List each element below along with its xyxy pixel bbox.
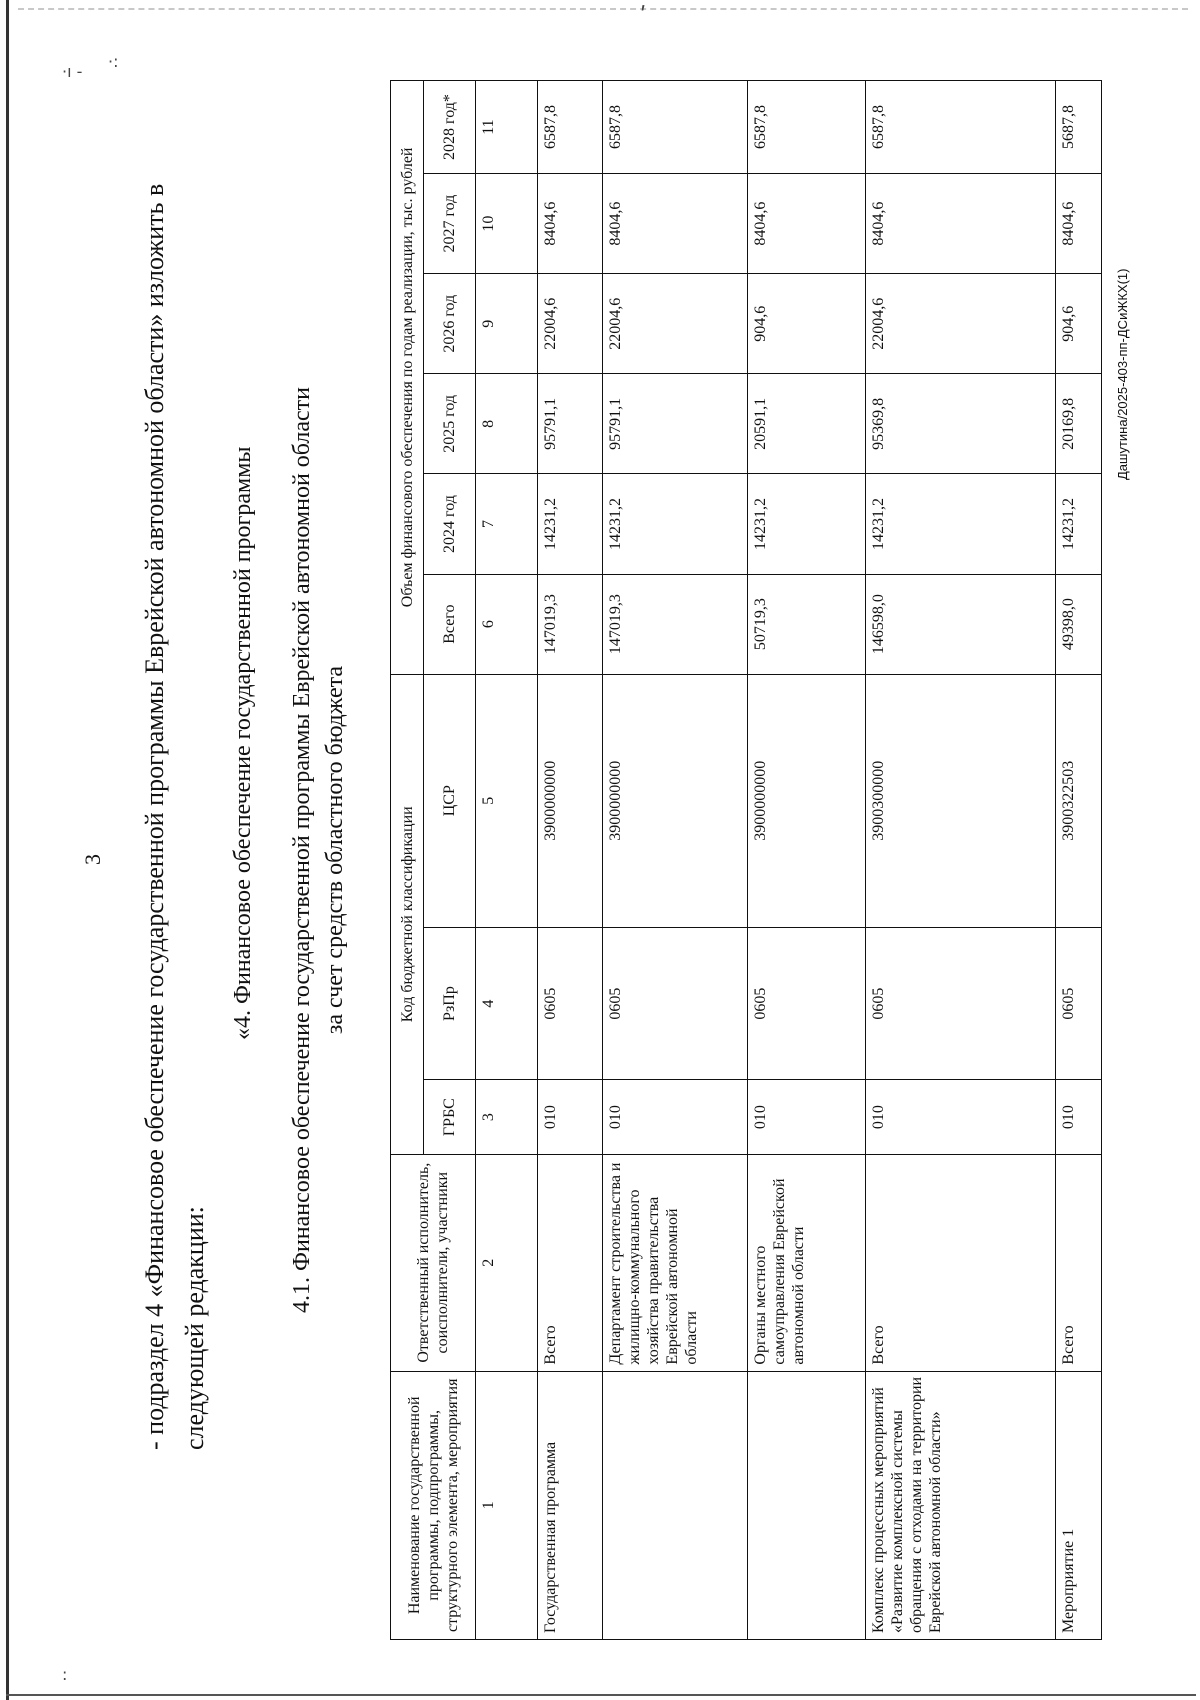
col-number: 1 bbox=[476, 1371, 538, 1639]
col-number: 4 bbox=[476, 927, 538, 1080]
financing-table bbox=[390, 80, 1102, 1640]
row-total: 49398,0 bbox=[1056, 574, 1102, 674]
row-2026: 22004,6 bbox=[538, 274, 603, 374]
table-title-line2: за счет средств областного бюджета bbox=[322, 665, 348, 1035]
header-2025: 2025 год bbox=[424, 374, 476, 474]
row-responsible: Органы местного самоуправления Еврейской автономной области bbox=[748, 1154, 866, 1371]
row-name: Комплекс процессных мероприятий «Развитие комплексной системы обращения с отходами на территории Еврейской автономной области» bbox=[866, 1371, 1056, 1639]
col-number: 8 bbox=[476, 374, 538, 474]
row-total: 146598,0 bbox=[866, 574, 1056, 674]
header-grbs: ГРБС bbox=[424, 1080, 476, 1154]
table-row bbox=[538, 81, 603, 1640]
row-2025: 95791,1 bbox=[538, 374, 603, 474]
row-2028: 5687,8 bbox=[1056, 81, 1102, 174]
row-2028: 6587,8 bbox=[538, 81, 603, 174]
table-title-line1: 4.1. Финансовое обеспечение государственной программы Еврейской автономной области bbox=[289, 386, 315, 1314]
table-title bbox=[286, 300, 352, 1400]
row-2027: 8404,6 bbox=[1056, 174, 1102, 274]
row-name bbox=[603, 1371, 748, 1639]
col-number: 5 bbox=[476, 674, 538, 927]
row-name: Государственная программа bbox=[538, 1371, 603, 1639]
header-volume: Объем финансового обеспечения по годам реализации, тыс. рублей bbox=[391, 81, 424, 675]
row-total: 147019,3 bbox=[603, 574, 748, 674]
row-2027: 8404,6 bbox=[603, 174, 748, 274]
row-2024: 14231,2 bbox=[748, 474, 866, 574]
row-total: 147019,3 bbox=[538, 574, 603, 674]
document-footer-mark: Дашутина/2025-403-пп-ДСиЖКХ(1) bbox=[1115, 268, 1130, 480]
row-2025: 20591,1 bbox=[748, 374, 866, 474]
scan-speck: ·ı - bbox=[62, 62, 83, 81]
row-csr: 3900000000 bbox=[748, 674, 866, 927]
row-2025: 95791,1 bbox=[603, 374, 748, 474]
table-row bbox=[603, 81, 748, 1640]
header-2027: 2027 год bbox=[424, 174, 476, 274]
scan-speck: ʹ bbox=[640, 4, 647, 29]
header-rzpr: РзПр bbox=[424, 927, 476, 1080]
row-rzpr: 0605 bbox=[603, 927, 748, 1080]
row-csr: 3900300000 bbox=[866, 674, 1056, 927]
col-number: 10 bbox=[476, 174, 538, 274]
row-2024: 14231,2 bbox=[603, 474, 748, 574]
row-rzpr: 0605 bbox=[748, 927, 866, 1080]
row-name bbox=[748, 1371, 866, 1639]
header-budget-code: Код бюджетной классификации bbox=[391, 674, 424, 1154]
row-2027: 8404,6 bbox=[538, 174, 603, 274]
row-2027: 8404,6 bbox=[748, 174, 866, 274]
row-2028: 6587,8 bbox=[866, 81, 1056, 174]
col-number: 9 bbox=[476, 274, 538, 374]
header-total: Всего bbox=[424, 574, 476, 674]
header-2024: 2024 год bbox=[424, 474, 476, 574]
row-name: Мероприятие 1 bbox=[1056, 1371, 1102, 1639]
row-total: 50719,3 bbox=[748, 574, 866, 674]
row-2026: 22004,6 bbox=[603, 274, 748, 374]
row-grbs: 010 bbox=[1056, 1080, 1102, 1154]
table-row bbox=[748, 81, 866, 1640]
header-2028: 2028 год* bbox=[424, 81, 476, 174]
row-2025: 95369,8 bbox=[866, 374, 1056, 474]
row-grbs: 010 bbox=[603, 1080, 748, 1154]
table-row bbox=[866, 81, 1056, 1640]
row-responsible: Всего bbox=[1056, 1154, 1102, 1371]
col-number: 7 bbox=[476, 474, 538, 574]
intro-text-line2: следующей редакции: bbox=[180, 1206, 209, 1450]
col-number: 2 bbox=[476, 1154, 538, 1371]
row-rzpr: 0605 bbox=[538, 927, 603, 1080]
row-responsible: Всего bbox=[538, 1154, 603, 1371]
row-rzpr: 0605 bbox=[866, 927, 1056, 1080]
page-number: 3 bbox=[80, 854, 105, 865]
col-number: 6 bbox=[476, 574, 538, 674]
row-rzpr: 0605 bbox=[1056, 927, 1102, 1080]
row-grbs: 010 bbox=[866, 1080, 1056, 1154]
row-2024: 14231,2 bbox=[1056, 474, 1102, 574]
row-csr: 3900000000 bbox=[603, 674, 748, 927]
row-2024: 14231,2 bbox=[866, 474, 1056, 574]
row-2026: 904,6 bbox=[748, 274, 866, 374]
row-responsible: Всего bbox=[866, 1154, 1056, 1371]
scan-speck: ·: bbox=[108, 52, 119, 71]
col-number: 3 bbox=[476, 1080, 538, 1154]
scan-speck: : bbox=[62, 1665, 68, 1684]
header-responsible: Ответственный исполнитель, соисполнители, участники bbox=[391, 1154, 476, 1371]
section-title: «4. Финансовое обеспечение государственной программы bbox=[230, 446, 256, 1040]
row-grbs: 010 bbox=[538, 1080, 603, 1154]
row-2026: 22004,6 bbox=[866, 274, 1056, 374]
row-2025: 20169,8 bbox=[1056, 374, 1102, 474]
header-name: Наименование государственной программы, подпрограммы, структурного элемента, мероприятия bbox=[391, 1371, 476, 1639]
row-responsible: Департамент строительства и жилищно-коммунального хозяйства правительства Еврейской автономной области bbox=[603, 1154, 748, 1371]
row-2028: 6587,8 bbox=[748, 81, 866, 174]
col-number: 11 bbox=[476, 81, 538, 174]
row-csr: 3900000000 bbox=[538, 674, 603, 927]
row-2027: 8404,6 bbox=[866, 174, 1056, 274]
row-2028: 6587,8 bbox=[603, 81, 748, 174]
row-2024: 14231,2 bbox=[538, 474, 603, 574]
header-csr: ЦСР bbox=[424, 674, 476, 927]
row-grbs: 010 bbox=[748, 1080, 866, 1154]
header-2026: 2026 год bbox=[424, 274, 476, 374]
intro-text-line1: - подраздел 4 «Финансовое обеспечение государственной программы Еврейской автономной области» изложить в bbox=[140, 183, 169, 1450]
row-csr: 3900322503 bbox=[1056, 674, 1102, 927]
table-row bbox=[1056, 81, 1102, 1640]
column-number-row bbox=[476, 81, 538, 1640]
row-2026: 904,6 bbox=[1056, 274, 1102, 374]
